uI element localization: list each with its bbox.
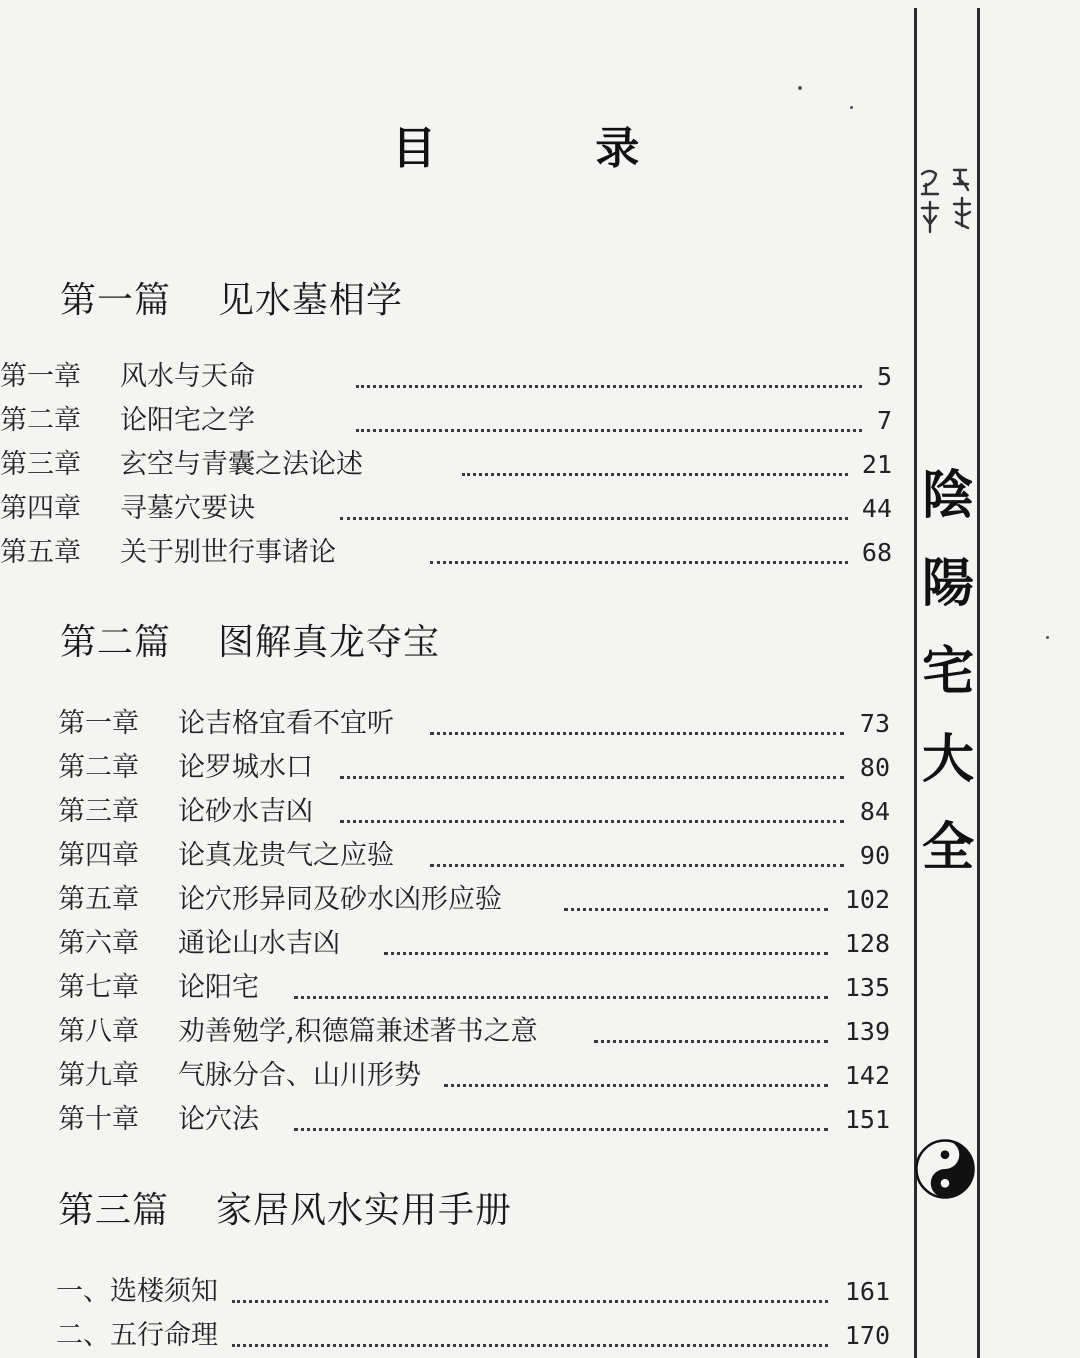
chapter-number: 第七章 <box>58 972 139 1003</box>
chapter-title: 论穴形异同及砂水凶形应验 <box>178 884 502 915</box>
toc-entry <box>58 702 948 746</box>
chapter-title: 劝善勉学,积德篇兼述著书之意 <box>178 1016 538 1047</box>
dot-leader <box>294 1128 828 1131</box>
toc-entry <box>58 966 948 1010</box>
part-title: 见水墓相学 <box>218 280 404 321</box>
page-number: 90 <box>859 841 890 870</box>
page-number: 80 <box>859 753 890 782</box>
toc-entry <box>58 1098 948 1142</box>
part-title: 图解真龙夺宝 <box>218 622 441 663</box>
dot-leader <box>430 864 844 867</box>
dot-leader <box>232 1300 828 1303</box>
yin-yang-icon <box>914 1138 976 1200</box>
part-number: 第三篇 <box>58 1190 170 1231</box>
book-title <box>918 452 978 892</box>
dot-leader <box>232 1344 828 1347</box>
chapter-number: 第一章 <box>58 708 139 739</box>
book-title-char: 宅 <box>921 641 974 702</box>
chapter-title: 风水与天命 <box>120 361 255 392</box>
book-title-char: 大 <box>921 729 974 790</box>
collector-seal-mark <box>918 160 978 260</box>
toc-entry <box>56 1270 946 1314</box>
dot-leader <box>356 385 862 388</box>
part-title: 家居风水实用手册 <box>216 1190 513 1231</box>
chapter-number: 第三章 <box>58 796 139 827</box>
page-number: 142 <box>844 1061 890 1090</box>
chapter-number: 第四章 <box>0 493 81 524</box>
chapter-title: 通论山水吉凶 <box>178 928 340 959</box>
part-number: 第二篇 <box>60 622 172 663</box>
part-number: 第一篇 <box>60 280 172 321</box>
page-number: 151 <box>844 1105 890 1134</box>
dot-leader <box>594 1040 828 1043</box>
chapter-title: 论阳宅 <box>178 972 259 1003</box>
toc-entry <box>0 443 892 487</box>
toc-entry <box>58 878 948 922</box>
chapter-title: 论穴法 <box>178 1104 259 1135</box>
book-title-char: 全 <box>921 817 974 878</box>
chapter-number: 第五章 <box>58 884 139 915</box>
toc-entry <box>0 399 892 443</box>
chapter-number: 第一章 <box>0 361 81 392</box>
chapter-title: 关于别世行事诸论 <box>120 537 336 568</box>
chapter-title: 论阳宅之学 <box>120 405 255 436</box>
toc-entry <box>0 531 892 575</box>
chapter-number: 第二章 <box>0 405 81 436</box>
paper-speck <box>798 86 802 90</box>
toc-entry <box>58 1054 948 1098</box>
dot-leader <box>340 820 844 823</box>
chapter-title: 寻墓穴要诀 <box>120 493 255 524</box>
paper-speck <box>1046 636 1049 639</box>
part-heading <box>58 1182 512 1233</box>
chapter-number: 第九章 <box>58 1060 139 1091</box>
chapter-title: 气脉分合、山川形势 <box>178 1060 421 1091</box>
part-heading <box>60 272 403 323</box>
chapter-title: 论罗城水口 <box>178 752 313 783</box>
page-number: 161 <box>844 1277 890 1306</box>
chapter-title: 一、选楼须知 <box>56 1276 218 1307</box>
toc-entry <box>0 487 892 531</box>
dot-leader <box>430 561 848 564</box>
chapter-number: 第六章 <box>58 928 139 959</box>
dot-leader <box>444 1084 828 1087</box>
page-number: 170 <box>844 1321 890 1350</box>
page-number: 135 <box>844 973 890 1002</box>
chapter-title: 二、五行命理 <box>56 1320 218 1351</box>
chapter-number: 第五章 <box>0 537 81 568</box>
chapter-title: 论砂水吉凶 <box>178 796 313 827</box>
dot-leader <box>294 996 828 999</box>
page-number: 128 <box>844 929 890 958</box>
chapter-title: 玄空与青囊之法论述 <box>120 449 363 480</box>
toc-entry <box>56 1314 946 1358</box>
page-number: 73 <box>859 709 890 738</box>
book-title-char: 陰 <box>921 465 974 526</box>
chapter-title: 论真龙贵气之应验 <box>178 840 394 871</box>
dot-leader <box>462 473 848 476</box>
chapter-number: 第三章 <box>0 449 81 480</box>
page-number: 44 <box>861 494 892 523</box>
page-number: 5 <box>876 362 892 391</box>
toc-entry <box>0 355 892 399</box>
page-number: 7 <box>876 406 892 435</box>
toc-entry <box>58 922 948 966</box>
page-number: 21 <box>861 450 892 479</box>
page-number: 102 <box>844 885 890 914</box>
toc-entry <box>58 834 948 878</box>
chapter-number: 第四章 <box>58 840 139 871</box>
page-number: 84 <box>859 797 890 826</box>
page-number: 68 <box>861 538 892 567</box>
page-number: 139 <box>844 1017 890 1046</box>
toc-entry <box>58 790 948 834</box>
dot-leader <box>356 429 862 432</box>
dot-leader <box>430 732 844 735</box>
toc-entry <box>58 1010 948 1054</box>
toc-entry <box>58 746 948 790</box>
dot-leader <box>564 908 828 911</box>
part-heading <box>60 614 440 665</box>
dot-leader <box>340 517 848 520</box>
chapter-number: 第十章 <box>58 1104 139 1135</box>
toc-title: 目 录 <box>392 123 712 174</box>
dot-leader <box>384 952 828 955</box>
chapter-number: 第八章 <box>58 1016 139 1047</box>
chapter-number: 第二章 <box>58 752 139 783</box>
chapter-title: 论吉格宜看不宜听 <box>178 708 394 739</box>
book-title-char: 陽 <box>921 553 974 614</box>
paper-speck <box>850 106 853 109</box>
dot-leader <box>340 776 844 779</box>
